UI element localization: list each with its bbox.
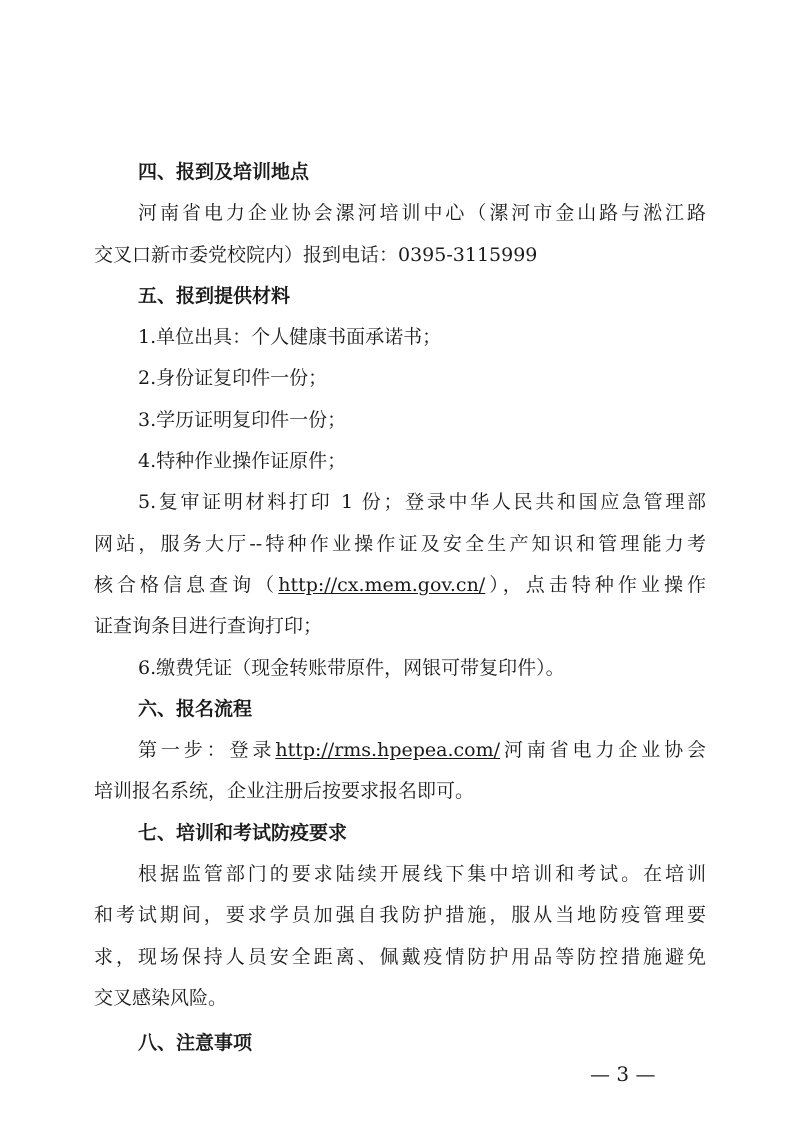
- paragraph-line: 河南省电力企业协会漯河培训中心（漯河市金山路与淞江路: [138, 202, 706, 225]
- text-span: 核合格信息查询（: [94, 573, 279, 596]
- text-span: 第一步：登录: [138, 739, 276, 762]
- paragraph-line: [94, 565, 706, 606]
- list-item: 2.身份证复印件一份；: [138, 367, 328, 390]
- section-heading-notes: 八、注意事项: [138, 1032, 253, 1055]
- page-number: — 3 —: [590, 1062, 656, 1086]
- list-item: 5.复审证明材料打印 1 份；登录中华人民共和国应急管理部: [138, 491, 706, 514]
- paragraph-line: 和考试期间，要求学员加强自我防护措施，服从当地防疫管理要: [94, 904, 706, 927]
- list-item: 6.缴费凭证（现金转账带原件，网银可带复印件）。: [138, 656, 565, 679]
- section-heading-registration-location: 四、报到及培训地点: [138, 161, 310, 183]
- paragraph-line: [94, 730, 706, 771]
- document-body: [94, 152, 706, 1065]
- list-item: 4.特种作业操作证原件；: [138, 450, 347, 473]
- paragraph-line: 交叉口新市委党校院内）报到电话：0395-3115999: [94, 243, 538, 266]
- registration-system-link[interactable]: http://rms.hpepea.com/: [275, 739, 501, 762]
- list-item: 3.学历证明复印件一份；: [138, 408, 347, 431]
- paragraph-line: 根据监管部门的要求陆续开展线下集中培训和考试。在培训: [138, 863, 706, 886]
- paragraph-line: 培训报名系统，企业注册后按要求报名即可。: [94, 780, 475, 803]
- section-heading-epidemic-prevention: 七、培训和考试防疫要求: [138, 821, 348, 844]
- mem-query-link[interactable]: http://cx.mem.gov.cn/: [278, 573, 486, 596]
- paragraph-line: 网站，服务大厅--特种作业操作证及安全生产知识和管理能力考: [94, 532, 706, 555]
- text-span: ），点击特种作业操作: [485, 573, 706, 596]
- section-heading-materials: 五、报到提供材料: [138, 284, 291, 307]
- section-heading-registration-process: 六、报名流程: [138, 697, 253, 720]
- paragraph-line: 证查询条目进行查询打印；: [94, 615, 323, 638]
- text-span: 河南省电力企业协会: [500, 739, 706, 762]
- list-item: 1.单位出具：个人健康书面承诺书；: [138, 326, 442, 349]
- paragraph-line: 求，现场保持人员安全距离、佩戴疫情防护用品等防控措施避免: [94, 945, 706, 968]
- paragraph-line: 交叉感染风险。: [94, 986, 228, 1009]
